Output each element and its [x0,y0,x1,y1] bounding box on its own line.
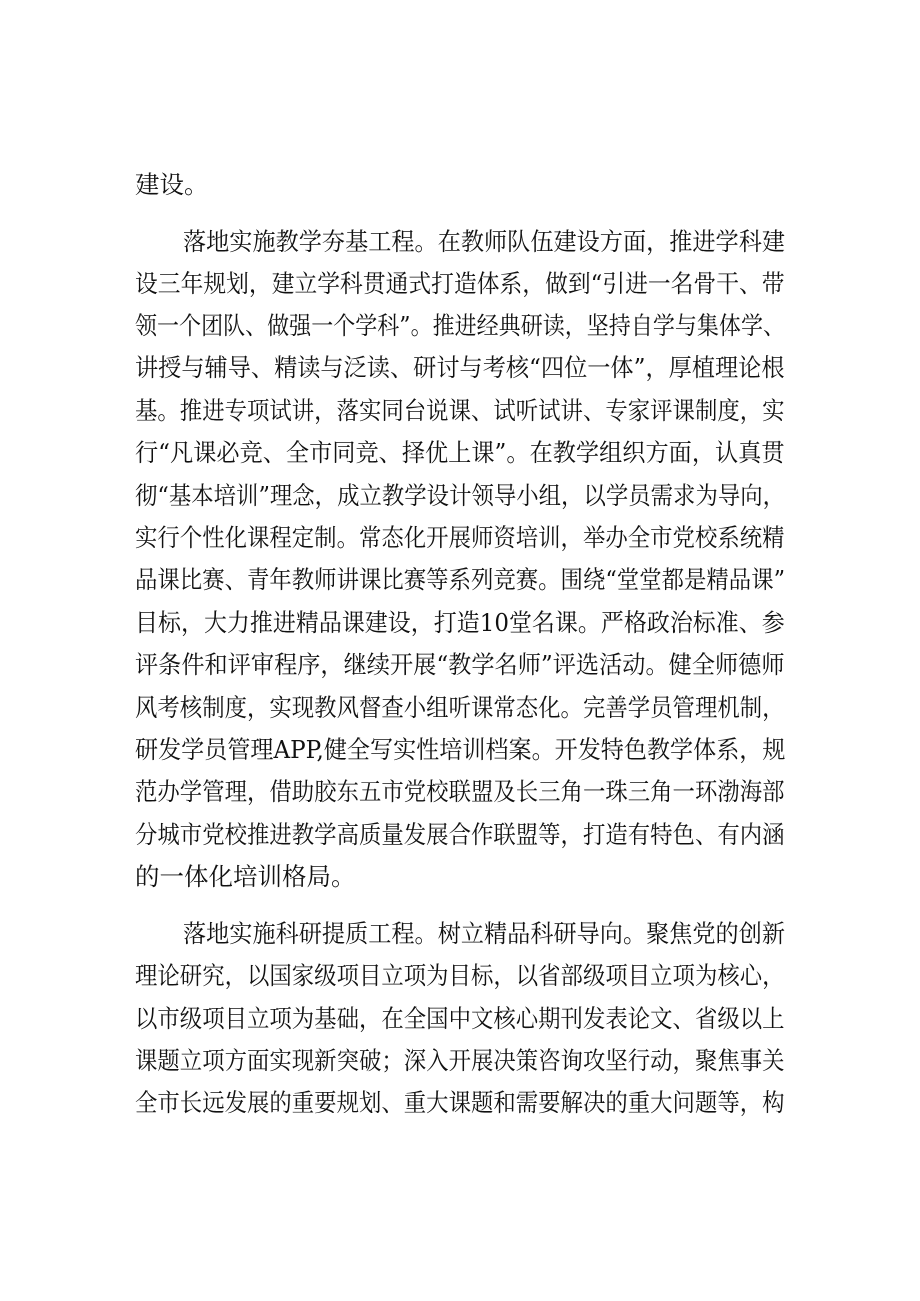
paragraph-line: 分城市党校推进教学高质量发展合作联盟等，打造有特色、有内涵 [135,820,785,849]
paragraph-line: 范办学管理，借助胶东五市党校联盟及长三角一珠三角一环渤海部 [135,777,785,806]
paragraph-line: 行“凡课必竞、全市同竞、择优上课”。在教学组织方面，认真贯 [135,438,785,467]
paragraph-line: 风考核制度，实现教风督查小组听课常态化。完善学员管理机制， [135,693,785,722]
paragraph-line: 落地实施科研提质工程。树立精品科研导向。聚焦党的创新 [183,919,786,948]
paragraph-line: 研发学员管理APP,健全写实性培训档案。开发特色教学体系，规 [135,735,786,764]
paragraph-line: 领一个团队、做强一个学科”。推进经典研读，坚持自学与集体学、 [135,311,786,340]
paragraph-line: 目标，大力推进精品课建设，打造10堂名课。严格政治标准、参 [135,608,785,637]
paragraph-line: 全市长远发展的重要规划、重大课题和需要解决的重大问题等，构 [135,1088,785,1117]
paragraph-line: 设三年规划，建立学科贯通式打造体系，做到“引进一名骨干、带 [135,269,785,298]
paragraph-line: 课题立项方面实现新突破；深入开展决策咨询攻坚行动，聚焦事关 [135,1046,785,1075]
paragraph-line: 品课比赛、青年教师讲课比赛等系列竞赛。围绕“堂堂都是精品课” [135,565,786,594]
paragraph-line: 实行个性化课程定制。常态化开展师资培训，举办全市党校系统精 [135,523,785,552]
paragraph-line: 理论研究，以国家级项目立项为目标，以省部级项目立项为核心， [135,961,785,990]
paragraph-line: 评条件和评审程序，继续开展“教学名师”评选活动。健全师德师 [135,650,785,679]
paragraph-line: 彻“基本培训”理念，成立教学设计领导小组，以学员需求为导向， [135,481,786,510]
paragraph-line: 落地实施教学夯基工程。在教师队伍建设方面，推进学科建 [183,227,786,256]
paragraph-line: 讲授与辅导、精读与泛读、研讨与考核“四位一体”，厚植理论根 [135,353,785,382]
paragraph-line: 建设。 [135,170,209,199]
paragraph-line: 的一体化培训格局。 [135,862,356,891]
paragraph-line: 以市级项目立项为基础，在全国中文核心期刊发表论文、省级以上 [135,1004,785,1033]
paragraph-line: 基。推进专项试讲，落实同台说课、试听试讲、专家评课制度，实 [135,396,785,425]
